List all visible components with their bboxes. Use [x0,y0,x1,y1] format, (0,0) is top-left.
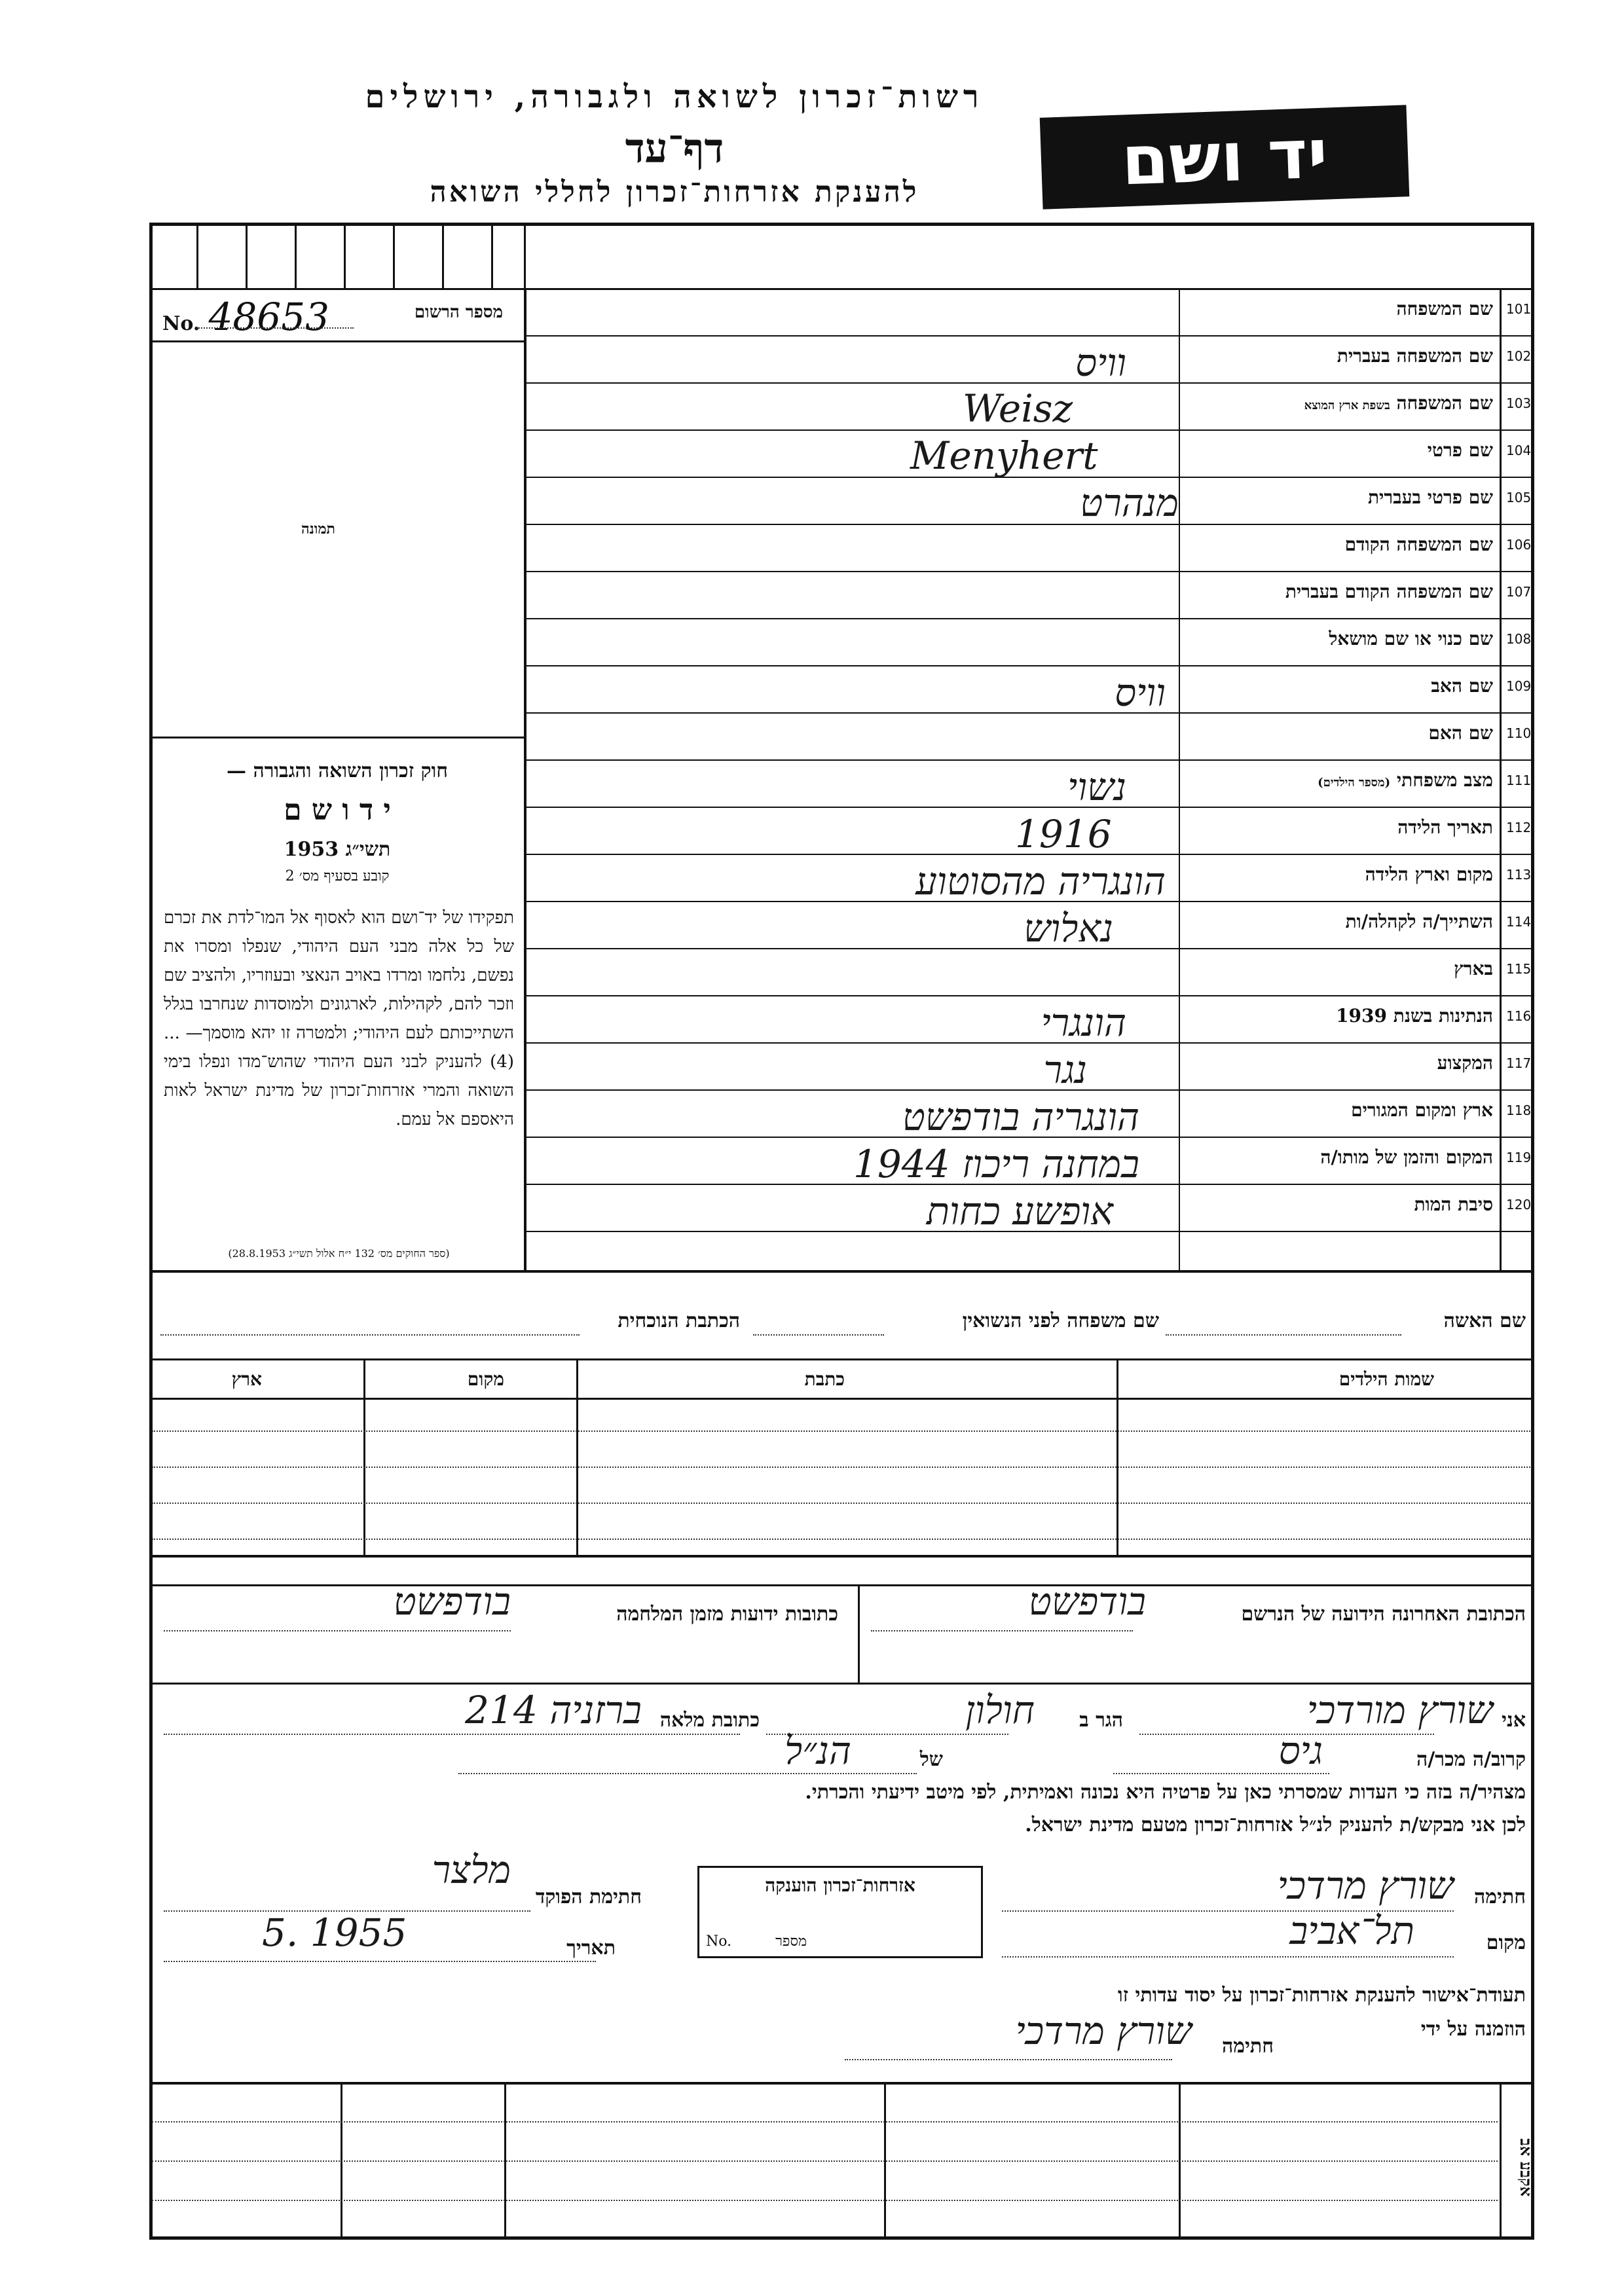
row-line [524,807,1532,808]
children-header-bottom [149,1398,1532,1400]
wife-label: שם האשה [1443,1309,1526,1332]
stamp-number-row [706,1933,974,1950]
photo-box-bottom [149,737,525,738]
field-103-number: 103 [1506,395,1532,411]
children-row [152,1430,1530,1432]
field-108-label: שם כנוי או שם מושאל [1329,628,1493,649]
children-row [152,1467,1530,1468]
children-header-names: שמות הילדים [1338,1368,1434,1390]
field-102-label: שם המשפחה בעברית [1337,345,1493,367]
field-111-value: נשוי [1067,765,1126,809]
field-106-label: שם המשפחה הקודם [1344,534,1493,555]
field-115-number: 115 [1506,961,1532,977]
panel-divider [524,288,526,1270]
field-112-value: 1916 [1015,812,1112,856]
field-111-label-main: מצב משפחתי [1396,769,1493,791]
last-address-label: הכתובת האחרונה הידועה של הנרשם [1241,1603,1526,1626]
field-101-label: שם המשפחה [1396,298,1493,319]
stamp-no-label: No. [706,1933,732,1950]
footer-row [152,2160,1498,2162]
field-118-value: הונגריה בודפשט [902,1095,1139,1139]
header-subtitle: להענקת אזרחות־זכרון לחללי השואה [430,175,919,209]
footer-col [884,2082,886,2236]
row-line [524,335,1532,337]
field-114-number: 114 [1506,914,1532,930]
field-105-label: שם פרטי בעברית [1367,486,1493,508]
certificate-line: תעודת־אישור להענקת אזרחות־זכרון על יסוד עדותי זו [1118,1984,1526,2007]
footer-grid-top [149,2082,1532,2085]
registration-number-underline [196,327,354,329]
row-line [524,995,1532,996]
no-label: No. [162,312,200,335]
field-111-label [1318,769,1493,792]
footer-row [152,2121,1498,2123]
field-110-label: שם האם [1428,722,1493,744]
field-114-label: השתייך/ה לקהלה/ות [1345,911,1493,932]
footer-col [341,2082,342,2236]
field-103-label [1304,392,1493,414]
living-label: הגר ב [1079,1709,1123,1732]
reg-box-bottom [149,340,525,342]
field-110-number: 110 [1506,725,1532,741]
address-box-top [149,1584,1532,1586]
footer-col [1179,2082,1181,2236]
field-101-number: 101 [1506,301,1532,317]
field-120-label: סיבת המות [1414,1194,1493,1215]
field-109-number: 109 [1506,678,1532,694]
code-box-divider [295,223,297,288]
war-address-value: בודפשט [393,1579,511,1624]
law-text: תפקידו של יד־ושם הוא לאסוף אל המו־לדת את זכרם של כל אלה מבני העם היהודי, שנפלו ומסרו את נפשם, נלחמו ומרדו באויב הנאצי ובעוזריו, ולהציב שם וזכר להם, לקהילות, לארגונים ולמוסדות שנחרבו בגלל השתייכותם לעם היהודי; ולמטרה זו יהא מוסמך— ...(4) להעניק לבני העם היהודי שהוש־מדו ונפלו בימי השואה והמרי אזרחות־זכרון של מדינת ישראל לאות היאספם אל עמם. [164,908,514,1129]
header-authority: רשות־זכרון לשואה ולגבורה, ירושלים [365,79,984,115]
wife-line [1166,1334,1401,1336]
place-line [1002,1956,1454,1958]
field-105-number: 105 [1506,490,1532,505]
frame-bottom [149,2236,1534,2240]
section-divider [149,1270,1532,1273]
declaration-line-2: לכן אני מבקש/ת להעניק לנ״ל אזרחות־זכרון מטעם מדינת ישראל. [1025,1813,1526,1836]
row-line [524,618,1532,619]
row-line [524,665,1532,666]
code-box-divider [524,223,526,288]
row-line [524,382,1532,384]
field-114-value: נאלוש [1024,906,1113,951]
full-address-label: כתובת מלאה [659,1709,760,1732]
field-117-label: המקצוע [1437,1052,1493,1074]
label-col-divider [1179,288,1180,1270]
page-title: דף־עד [625,124,724,172]
field-116-value: הונגרי [1041,1000,1126,1045]
field-107-label: שם המשפחה הקודם בעברית [1285,581,1493,602]
code-box-divider [246,223,248,288]
field-104-label: שם פרטי [1427,439,1493,461]
officer-signature-label: חתימת הפוקד [535,1886,642,1908]
law-year: תשי״ג 1953 [284,838,391,861]
children-table-bottom [149,1555,1532,1558]
field-109-label: שם האב [1431,675,1493,697]
children-row [152,1539,1530,1540]
relation-value: גיס [1278,1728,1323,1773]
code-row-bottom [149,288,1532,290]
code-box-divider [196,223,198,288]
row-line [524,524,1532,525]
last-address-value: בודפשט [1028,1579,1146,1624]
row-line [524,571,1532,572]
of-label: של [919,1748,943,1771]
frame-left [149,223,153,2239]
children-header-address: כתבת [804,1368,845,1390]
footer-col [1500,2082,1502,2236]
field-118-number: 118 [1506,1102,1532,1118]
field-113-label: מקום וארץ הלידה [1365,864,1493,885]
field-119-number: 119 [1506,1150,1532,1165]
field-111-number: 111 [1506,773,1532,788]
war-address-label: כתובות ידועות מזמן המלחמה [616,1603,838,1626]
date-label: תאריך [566,1937,616,1959]
signature-value: שורץ מרדכי [1277,1863,1454,1908]
field-108-number: 108 [1506,631,1532,647]
code-box-divider [442,223,444,288]
of-line [458,1773,917,1774]
yad-vashem-logo: יד ושם [1040,105,1410,209]
field-112-label: תאריך הלידה [1397,816,1493,838]
declarant-address: ברזניה 214 [465,1688,642,1732]
field-113-value: הונגריה מהסוטוע [915,859,1166,903]
last-address-line [871,1630,1133,1631]
law-name: י ד ו ש ם [284,793,391,827]
declarant-address-line [164,1734,740,1735]
children-header-country: ארץ [231,1368,262,1390]
signature-2-value: שורץ מרדכי [1015,2009,1192,2053]
children-table-top [149,1358,1532,1360]
date-value: 5. 1955 [262,1910,407,1955]
code-box-divider [344,223,346,288]
declarant-i-label: אני [1502,1709,1526,1732]
stamp-title: אזרחות־זכרון הוענקה [765,1874,915,1896]
footer-side-label: אקבע אב [1517,2138,1536,2196]
signature-2-line [845,2059,1172,2060]
field-116-label: הנתינות בשנת 1939 [1336,1005,1493,1027]
declarant-city: חולון [965,1688,1035,1732]
field-117-value: נגר [1043,1048,1087,1092]
invited-label: הוזמנה על ידי [1420,2018,1526,2041]
registration-label: מספר הרשום [414,302,503,322]
law-source: (ספר החוקים מס׳ 132 י״ח אלול תשי״ג 28.8.1953) [228,1247,450,1260]
place-label: מקום [1486,1931,1526,1954]
registration-number: 48653 [208,295,329,339]
children-row [152,1503,1530,1504]
code-box-divider [393,223,395,288]
photo-label: תמונה [301,520,335,538]
children-col-divider [576,1358,578,1555]
declaration-line-1: מצהיר/ה בזה כי העדות שמסרתי כאן על פרטיה היא נכונה ואמיתית, לפי מיטב ידיעתי והכרתי. [805,1781,1526,1804]
children-col-divider [1116,1358,1118,1555]
field-102-value: וויס [1075,340,1126,385]
field-112-number: 112 [1506,820,1532,835]
field-103-label-sub: בשפת ארץ המוצא [1304,399,1390,412]
num-col-divider [1500,288,1502,1270]
war-address-line [164,1630,511,1631]
footer-row [152,2200,1498,2201]
of-value: הנ״ל [784,1728,851,1773]
field-116-number: 116 [1506,1008,1532,1024]
signature-2-label: חתימה [1222,2035,1274,2058]
field-120-number: 120 [1506,1197,1532,1212]
field-119-label: המקום והזמן של מותו/ה [1320,1146,1493,1168]
date-line [164,1961,596,1962]
declarant-name: שורץ מורדכי [1306,1688,1493,1732]
law-title: חוק זכרון השואה והגבורה — [227,759,448,782]
children-col-divider [363,1358,365,1555]
signature-label: חתימה [1474,1886,1526,1908]
field-102-number: 102 [1506,348,1532,364]
officer-signature: מלצר [432,1848,511,1892]
field-119-value: במחנה ריכוז 1944 [853,1142,1139,1186]
current-address-line [160,1334,580,1336]
maiden-name-label: שם משפחה לפני הנשואין [962,1309,1159,1332]
row-line [524,759,1532,761]
children-header-place: מקום [467,1368,504,1390]
law-clause: קובע בסעיף מס׳ 2 [285,868,390,884]
maiden-name-line [753,1334,884,1336]
field-107-number: 107 [1506,584,1532,600]
field-118-label: ארץ ומקום המגורים [1351,1099,1493,1121]
relation-line [1113,1773,1329,1774]
field-104-value: Menyhert [910,433,1098,478]
field-104-number: 104 [1506,443,1532,458]
field-106-number: 106 [1506,537,1532,553]
frame-top [149,223,1532,226]
current-address-label: הכתבת הנוכחית [618,1309,740,1332]
row-line [524,712,1532,714]
field-117-number: 117 [1506,1055,1532,1071]
address-box-bottom [149,1683,1532,1685]
field-120-value: אופשע כחות [926,1189,1113,1233]
code-box-divider [491,223,493,288]
citizenship-stamp-box [697,1866,983,1958]
stamp-mispar-label: מספר [775,1933,807,1950]
row-line [524,1042,1532,1044]
field-111-label-sub: (מספר הילדים) [1318,776,1391,790]
field-113-number: 113 [1506,867,1532,883]
field-103-value: Weisz [963,386,1073,431]
footer-col [504,2082,506,2236]
address-divider [858,1584,860,1683]
field-105-value: מנהרט [1080,481,1179,525]
field-103-label-main: שם המשפחה [1396,392,1493,414]
field-109-value: וויס [1115,670,1166,715]
relation-label: קרוב/ה מכר/ה [1416,1748,1526,1771]
row-line [524,1089,1532,1091]
field-115-label: בארץ [1454,958,1493,979]
place-value: תל־אביב [1289,1908,1414,1953]
